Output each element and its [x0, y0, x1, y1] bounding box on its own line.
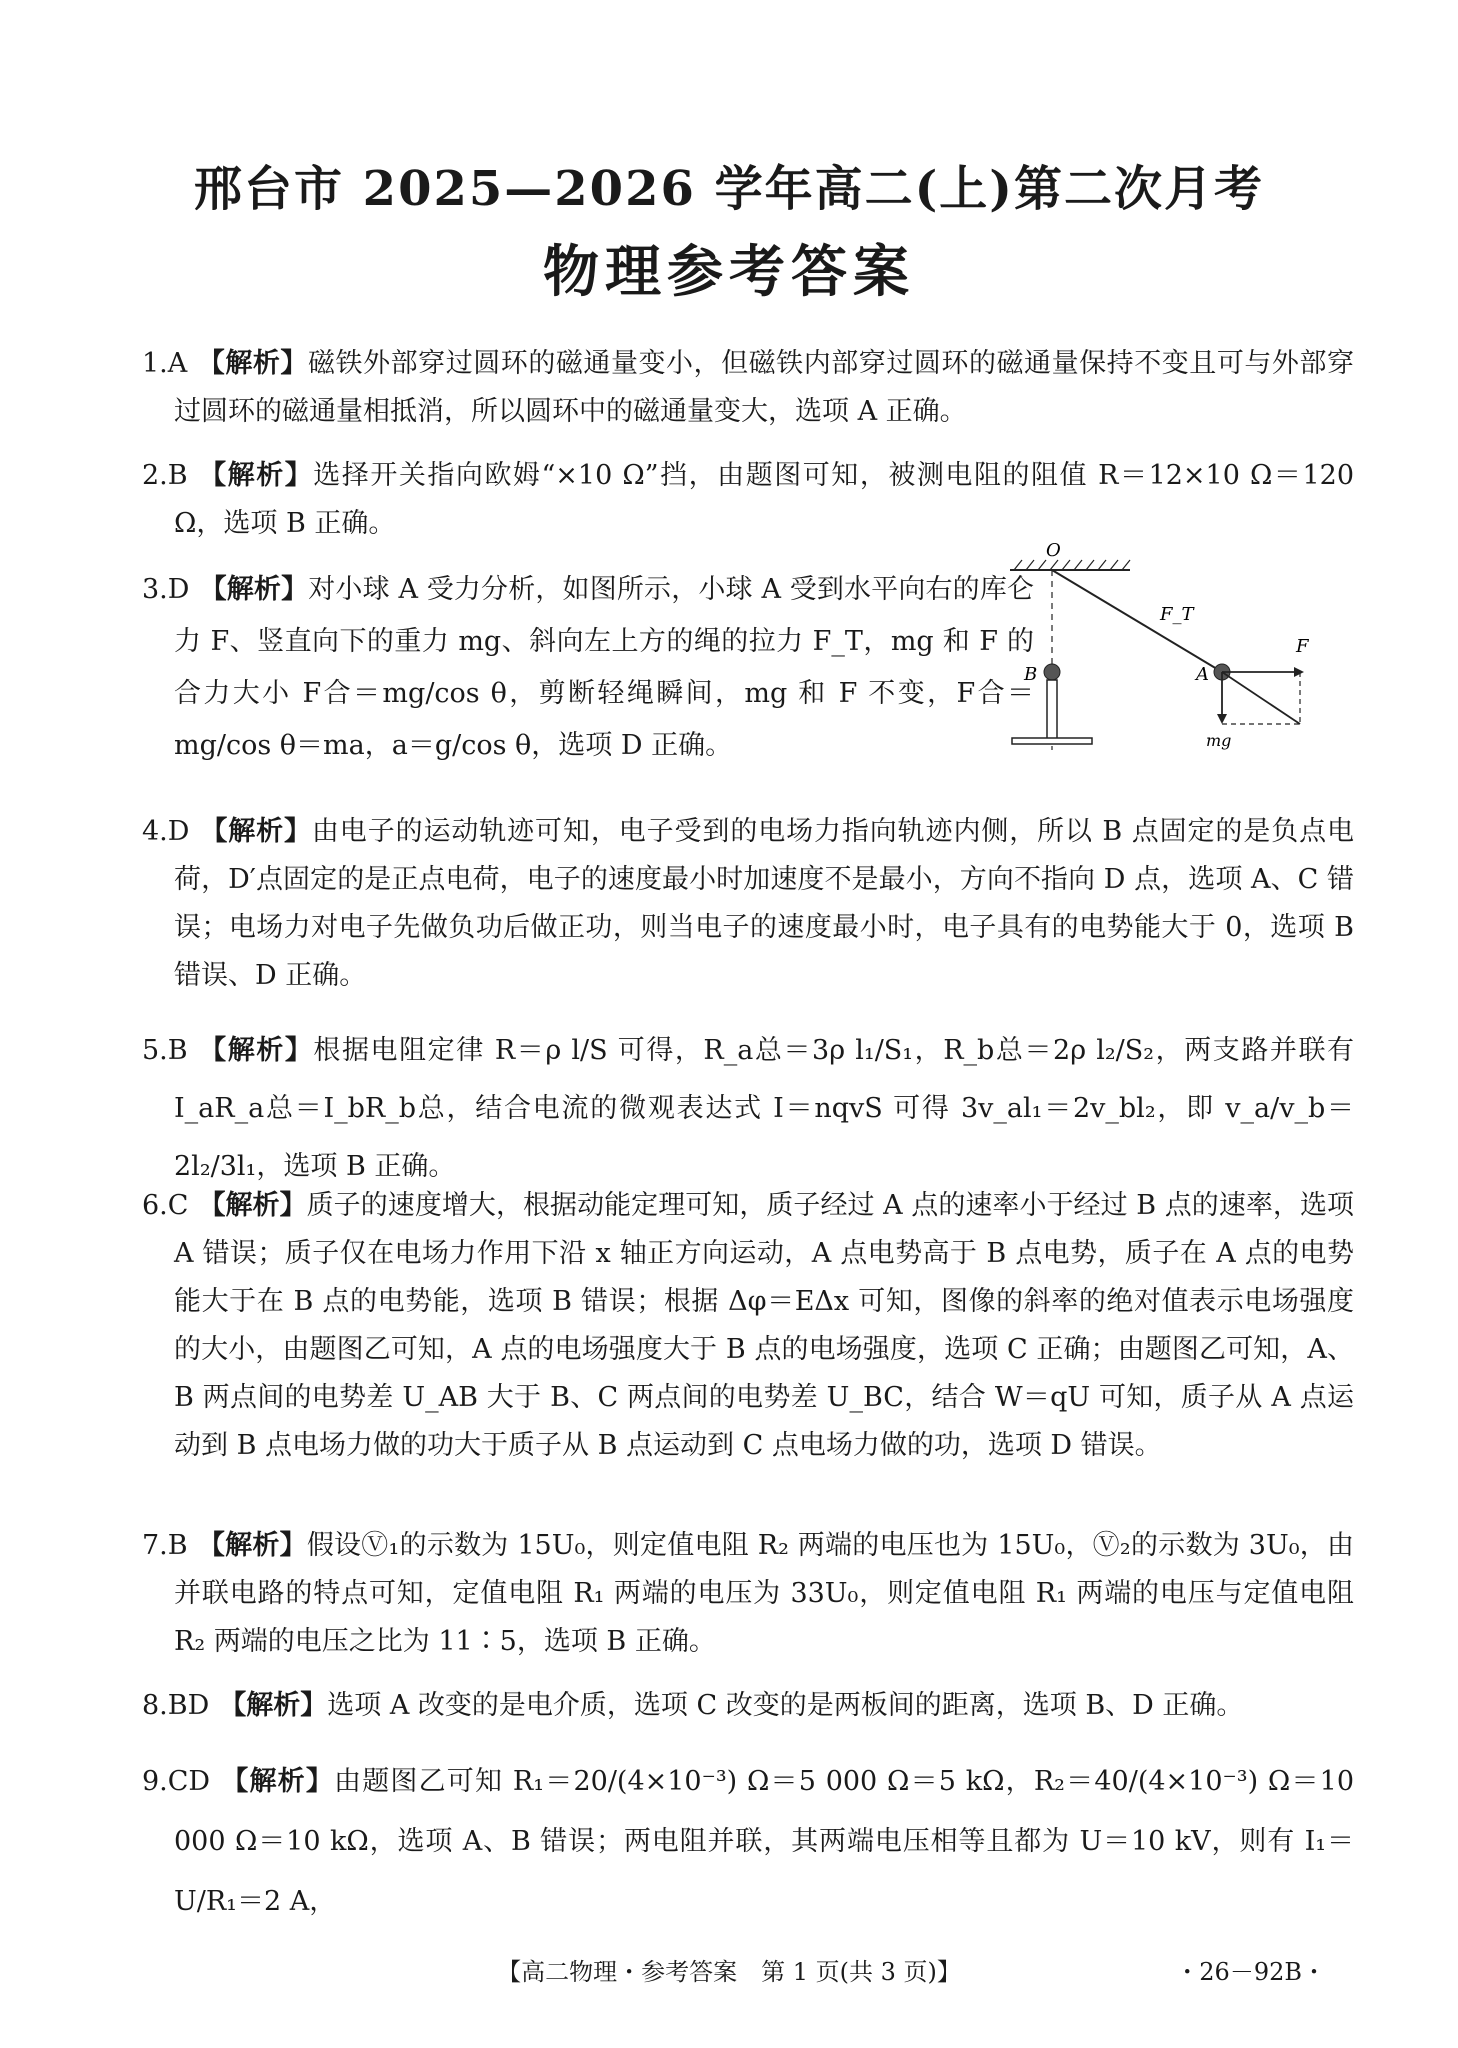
analysis-text: 选择开关指向欧姆“×10 Ω”挡，由题图可知，被测电阻的阻值 R＝12×10 Ω＝120 Ω，选项 B 正确。	[174, 460, 1354, 539]
analysis-text: 质子的速度增大，根据动能定理可知，质子经过 A 点的速率小于经过 B 点的速率，选项 A 错误；质子仅在电场力作用下沿 x 轴正方向运动，A 点电势高于 B 点电势，质子在 A 点的电势能大于在 B 点的电势能，选项 B 错误；根据 Δφ＝EΔx 可知，图像的斜率的绝对值表示电场强度的大小，由题图乙可知，A 点的电场强度大于 B 点的电场强度，选项 C 正确；由题图乙可知，A、B 两点间的电势差 U_AB 大于 B、C 两点间的电势差 U_BC，结合 W＝qU 可知，质子从 A 点运动到 B 点电场力做的功大于质子从 B 点运动到 C 点电场力做的功，选项 D 错误。	[174, 1190, 1354, 1461]
answer-subtitle: 物理参考答案	[543, 239, 915, 305]
label-f: F	[1296, 636, 1309, 657]
arrowhead-icon	[1294, 667, 1304, 677]
question-5	[142, 1022, 1354, 1196]
answer-key: 3.D	[142, 574, 190, 605]
analysis-text: 根据电阻定律 R＝ρ l/S 可得，R_a总＝3ρ l₁/S₁，R_b总＝2ρ l₂/S₂，两支路并联有 I_aR_a总＝I_bR_b总，结合电流的微观表达式 I＝nqvS 可得 3v_al₁＝2v_bl₂，即 v_a/v_b＝2l₂/3l₁，选项 B 正确。	[174, 1035, 1355, 1182]
answer-key: 9.CD	[142, 1766, 211, 1797]
analysis-tag: 【解析】	[197, 348, 308, 379]
ball-b	[1044, 664, 1060, 680]
resultant-arrow	[1222, 672, 1300, 724]
label-o: O	[1046, 540, 1061, 561]
question-4	[142, 808, 1354, 1000]
footer-page-info: 【高二物理・参考答案 第 1 页(共 3 页)】	[497, 1958, 961, 1986]
analysis-tag: 【解析】	[198, 1190, 307, 1221]
stand-base	[1012, 738, 1092, 744]
answer-key: 8.BD	[142, 1690, 210, 1721]
analysis-tag: 【解析】	[220, 1766, 335, 1797]
label-mg: mg	[1206, 731, 1232, 750]
analysis-text: 假设Ⓥ₁的示数为 15U₀，则定值电阻 R₂ 两端的电压也为 15U₀，Ⓥ₂的示数为 3U₀，由并联电路的特点可知，定值电阻 R₁ 两端的电压为 33U₀，则定值电阻 R₁ 两端的电压与定值电阻 R₂ 两端的电压之比为 11∶5，选项 B 正确。	[174, 1530, 1355, 1657]
analysis-tag: 【解析】	[197, 460, 314, 491]
analysis-tag: 【解析】	[199, 816, 312, 847]
question-1	[142, 340, 1354, 436]
question-3	[142, 564, 1034, 772]
analysis-text: 选项 A 改变的是电介质，选项 C 改变的是两板间的距离，选项 B、D 正确。	[327, 1690, 1244, 1721]
answer-key: 7.B	[142, 1530, 188, 1561]
force-diagram	[1000, 540, 1320, 750]
question-2	[142, 452, 1354, 548]
rope-line	[1052, 570, 1222, 672]
answer-key: 1.A	[142, 348, 188, 379]
question-8	[142, 1682, 1354, 1730]
ceiling-hatch	[1014, 560, 1130, 570]
analysis-tag: 【解析】	[197, 1530, 307, 1561]
analysis-text: 对小球 A 受力分析，如图所示，小球 A 受到水平向右的库仑力 F、竖直向下的重力 mg、斜向左上方的绳的拉力 F_T，mg 和 F 的合力大小 F合＝mg/cos θ，剪断轻绳瞬间，mg 和 F 不变，F合＝mg/cos θ＝ma，a＝g/cos θ，选项 D 正确。	[174, 574, 1035, 761]
analysis-tag: 【解析】	[197, 1035, 314, 1066]
answer-key: 4.D	[142, 816, 190, 847]
analysis-text: 由题图乙可知 R₁＝20/(4×10⁻³) Ω＝5 000 Ω＝5 kΩ，R₂＝40/(4×10⁻³) Ω＝10 000 Ω＝10 kΩ，选项 A、B 错误；两电阻并联，其两端电压相等且都为 U＝10 kV，则有 I₁＝U/R₁＝2 A，	[174, 1766, 1355, 1917]
analysis-tag: 【解析】	[219, 1690, 328, 1721]
footer-code: ・26－92B・	[1175, 1958, 1326, 1986]
question-9	[142, 1752, 1354, 1932]
question-7	[142, 1522, 1354, 1666]
label-b: B	[1024, 664, 1038, 685]
arrowhead-icon	[1217, 714, 1227, 724]
insulating-stand	[1047, 680, 1057, 740]
answer-key: 2.B	[142, 460, 188, 491]
analysis-text: 磁铁外部穿过圆环的磁通量变小，但磁铁内部穿过圆环的磁通量保持不变且可与外部穿过圆环的磁通量相抵消，所以圆环中的磁通量变大，选项 A 正确。	[174, 348, 1355, 427]
exam-title: 邢台市 2025—2026 学年高二(上)第二次月考	[193, 161, 1265, 217]
analysis-tag: 【解析】	[199, 574, 309, 605]
analysis-text: 由电子的运动轨迹可知，电子受到的电场力指向轨迹内侧，所以 B 点固定的是负点电荷，D′点固定的是正点电荷，电子的速度最小时加速度不是最小，方向不指向 D 点，选项 A、C 错误；电场力对电子先做负功后做正功，则当电子的速度最小时，电子具有的电势能大于 0，选项 B 错误、D 正确。	[174, 816, 1355, 991]
answer-key: 5.B	[142, 1035, 188, 1066]
question-6	[142, 1182, 1354, 1470]
label-ft: F_T	[1160, 604, 1194, 625]
label-a: A	[1196, 664, 1209, 685]
answer-key: 6.C	[142, 1190, 189, 1221]
